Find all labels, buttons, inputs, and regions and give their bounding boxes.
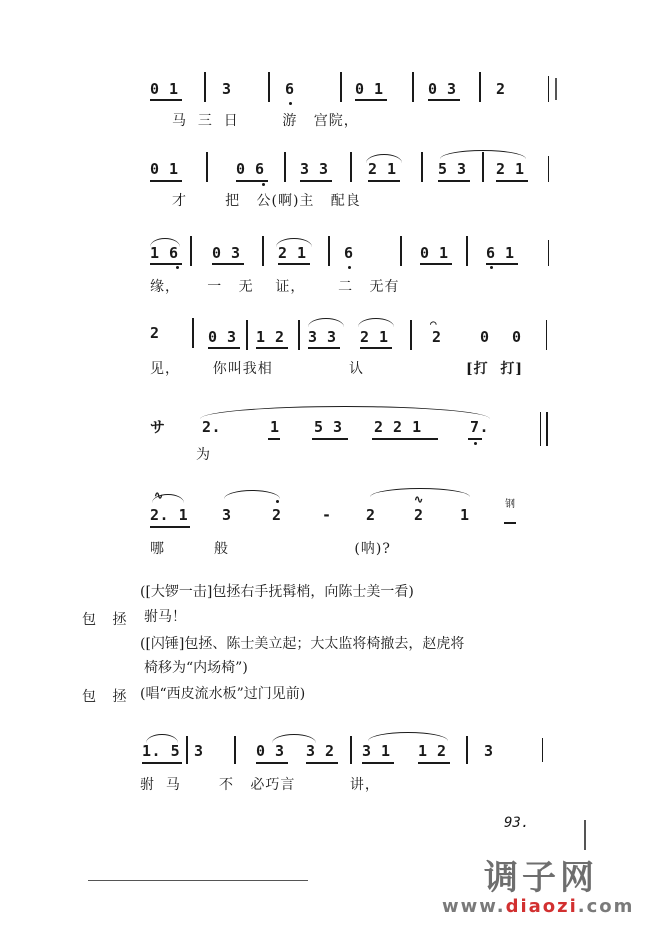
lyric-line: 哪 般 (呐)? <box>150 541 391 557</box>
note-group: 0 1 <box>150 80 179 98</box>
bar-line <box>204 72 206 102</box>
note-group: 2 1 <box>368 160 397 178</box>
scan-speck <box>584 820 586 850</box>
underline <box>428 99 460 101</box>
bar-line <box>350 736 352 764</box>
note-group: 5 3 <box>314 418 343 436</box>
note-group: 2 <box>366 506 376 524</box>
underline <box>278 263 310 265</box>
stage-direction: ([大锣一击]包拯右手抚髯梢，向陈士美一看) <box>140 584 414 600</box>
underline <box>420 263 452 265</box>
slur <box>308 318 344 327</box>
bar-line <box>479 72 481 102</box>
bar-line <box>410 320 412 350</box>
bar-line <box>546 412 548 446</box>
bar-line <box>190 236 192 266</box>
note-group: 1 <box>460 506 470 524</box>
octave-dot <box>176 266 179 269</box>
page-number: 93. <box>504 815 530 831</box>
bar-line <box>192 318 194 348</box>
bar-line <box>540 412 541 446</box>
underline <box>300 180 332 182</box>
slur <box>368 732 448 741</box>
underline <box>312 438 348 440</box>
note-group: 0 3 <box>256 742 285 760</box>
octave-dot <box>474 442 477 445</box>
underline <box>496 180 528 182</box>
octave-dot <box>262 183 265 186</box>
note-group: 5 3 <box>438 160 467 178</box>
note-group: 1 6 <box>150 244 179 262</box>
scan-speck <box>555 78 557 100</box>
note-group: - <box>322 506 332 524</box>
note-group: 0 3 <box>428 80 457 98</box>
octave-dot <box>348 266 351 269</box>
underline <box>418 762 450 764</box>
bar-line <box>284 152 286 182</box>
role-name: 包 拯 <box>82 689 133 705</box>
underline <box>150 99 182 101</box>
bar-line <box>466 736 468 764</box>
watermark-url-suffix: .com <box>577 896 635 917</box>
underline <box>236 180 268 182</box>
role-name: 包 拯 <box>82 612 133 628</box>
bar-line <box>421 152 423 182</box>
underline <box>438 180 470 182</box>
note-group: 3 3 <box>300 160 329 178</box>
bar-line <box>298 320 300 350</box>
underline <box>468 438 482 440</box>
note-group: 1 2 <box>256 328 285 346</box>
underline <box>256 762 288 764</box>
watermark-site-name: 调子网 <box>484 858 598 898</box>
slur <box>200 406 490 419</box>
underline <box>256 347 288 349</box>
mordent-icon: ∿ <box>414 493 424 506</box>
note-group: 3 <box>484 742 494 760</box>
bar-line <box>234 736 236 764</box>
note-group: 0 1 <box>150 160 179 178</box>
bar-line <box>482 152 484 182</box>
note-group: 1 <box>270 418 280 436</box>
note-group: 2 1 <box>360 328 389 346</box>
underline <box>150 180 182 182</box>
underline <box>360 347 392 349</box>
note-group: サ <box>150 418 166 436</box>
bar-line <box>548 156 549 182</box>
note-group: 6 <box>344 244 354 262</box>
octave-dot <box>490 266 493 269</box>
note-group: 3 2 <box>306 742 335 760</box>
note-group: 2 <box>496 80 506 98</box>
dialogue-line: 驸马！ <box>144 609 186 625</box>
underline <box>504 522 516 524</box>
bar-line <box>268 72 270 102</box>
note-group: 0 <box>512 328 522 346</box>
fermata-icon: ⌒ <box>430 317 438 330</box>
note-group: 2. <box>202 418 222 436</box>
scan-speck <box>88 880 308 881</box>
bar-line <box>400 236 402 266</box>
stage-direction: 椅移为“内场椅”) <box>144 660 248 676</box>
underline <box>150 263 182 265</box>
underline <box>306 762 338 764</box>
bar-line <box>548 76 549 102</box>
note-group: 2 <box>414 506 424 524</box>
watermark-url-prefix: www. <box>442 896 506 917</box>
note-group: 7. <box>470 418 490 436</box>
underline <box>355 99 387 101</box>
slur <box>152 494 184 503</box>
note-group: 3 1 <box>362 742 391 760</box>
bar-line <box>466 236 468 266</box>
note-group: 2 1 <box>496 160 525 178</box>
lyric-line: 为 <box>196 447 211 463</box>
watermark-url <box>442 896 634 917</box>
note-group: 1 2 <box>418 742 447 760</box>
bar-line <box>262 236 264 266</box>
stage-direction: ([闪锤]包拯、陈士美立起；大太监将椅撤去，赵虎将 <box>140 636 465 652</box>
slur <box>224 490 280 499</box>
note-group: 3 3 <box>308 328 337 346</box>
underline <box>368 180 400 182</box>
lyric-line: 才 把 公(啊)主 配良 <box>172 193 361 209</box>
note-group: 2 <box>432 328 442 346</box>
watermark-url-highlight: diaozi <box>505 896 578 917</box>
lyric-line: 驸 马 不 必巧言 讲， <box>140 777 380 793</box>
bar-line <box>350 152 352 182</box>
note-group: 2 1 <box>278 244 307 262</box>
note-group: 3 <box>222 80 232 98</box>
bar-line <box>412 72 414 102</box>
note-group: 0 1 <box>355 80 384 98</box>
note-group: 0 1 <box>420 244 449 262</box>
underline <box>212 263 244 265</box>
note-group: 0 <box>480 328 490 346</box>
percussion-bracket: [打 打] <box>466 361 523 377</box>
underline <box>372 438 438 440</box>
note-group: 1. 5 <box>142 742 181 760</box>
underline <box>308 347 340 349</box>
underline <box>268 438 280 440</box>
lyric-line: 缘， 一 无 证， 二 无有 <box>150 279 400 295</box>
lyric-line: 马 三 日 游 宫院， <box>172 113 359 129</box>
bar-line <box>206 152 208 182</box>
octave-dot <box>289 102 292 105</box>
note-group: 0 3 <box>208 328 237 346</box>
bar-line <box>546 320 547 350</box>
note-group: 2 <box>150 324 160 342</box>
underline <box>208 347 240 349</box>
slur <box>358 318 394 327</box>
bar-line <box>542 738 543 762</box>
note-group: 3 <box>222 506 232 524</box>
underline <box>362 762 394 764</box>
note-group: 6 1 <box>486 244 515 262</box>
note-group: 0 6 <box>236 160 265 178</box>
side-mark: 钢 <box>505 499 516 510</box>
bar-line <box>340 72 342 102</box>
bar-line <box>548 240 549 266</box>
underline <box>150 526 190 528</box>
note-group: 2. 1 <box>150 506 189 524</box>
bar-line <box>186 736 188 764</box>
note-group: 2 <box>272 506 282 524</box>
bar-line <box>328 236 330 266</box>
bar-line <box>246 320 248 350</box>
lyric-line: 见， 你叫我相 认 <box>150 361 365 377</box>
underline <box>486 263 518 265</box>
mordent-icon: ∿ <box>154 489 164 502</box>
singing-cue: (唱“西皮流水板”过门见前) <box>140 686 306 702</box>
octave-dot <box>276 500 279 503</box>
note-group: 6 <box>285 80 295 98</box>
underline <box>142 762 182 764</box>
note-group: 2 2 1 <box>374 418 422 436</box>
note-group: 3 <box>194 742 204 760</box>
note-group: 0 3 <box>212 244 241 262</box>
